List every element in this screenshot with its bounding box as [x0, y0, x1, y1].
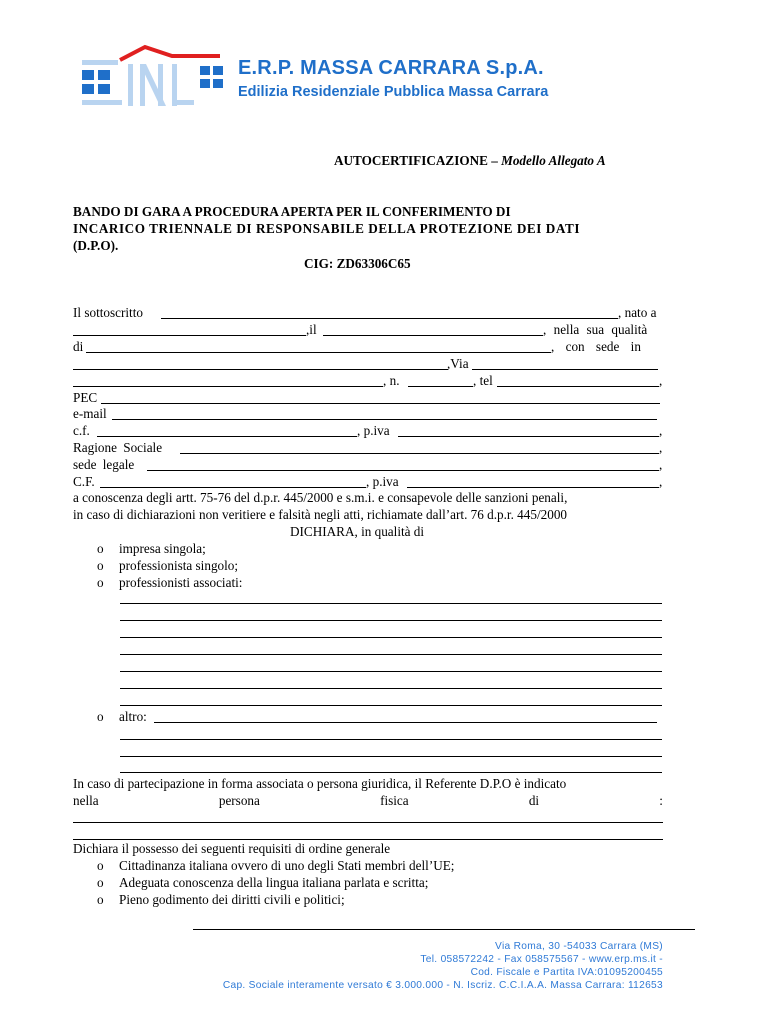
sottoscritto-field[interactable]	[161, 318, 618, 319]
requisito-diritti: Pieno godimento dei diritti civili e politici;	[119, 892, 345, 907]
label-pec: PEC	[73, 390, 98, 405]
label-tel: , tel	[473, 373, 493, 388]
referente-line-1: In caso di partecipazione in forma associata o persona giuridica, il Referente D.P.O è indicato	[73, 776, 567, 791]
piva-field[interactable]	[398, 436, 659, 437]
requisiti-intro: Dichiara il possesso dei seguenti requisiti di ordine generale	[73, 841, 391, 856]
sede-field[interactable]	[73, 369, 448, 370]
cig-code: CIG: ZD63306C65	[304, 256, 411, 271]
bando-line-3: (D.P.O).	[73, 238, 119, 253]
requisito-bullet: o	[97, 875, 104, 890]
option-altro: altro:	[119, 709, 147, 724]
option-bullet[interactable]: o	[97, 709, 104, 724]
comma-sede: ,	[659, 457, 663, 472]
label-sede-legale: sede legale	[73, 457, 135, 472]
label-via: ,Via	[447, 356, 469, 371]
form-subtitle: Modello Allegato A	[501, 153, 606, 168]
via-field[interactable]	[472, 369, 658, 370]
label-con-sede: , con sede in	[551, 339, 641, 354]
piva-2-field[interactable]	[407, 487, 659, 488]
altro-line[interactable]	[120, 772, 662, 773]
comma-piva-2: ,	[659, 474, 663, 489]
bando-line-2: INCARICO TRIENNALE DI RESPONSABILE DELLA PROTEZIONE DEI DATI	[73, 221, 581, 236]
qualita-field[interactable]	[86, 352, 551, 353]
label-qualita: , nella sua qualità	[543, 322, 648, 337]
via-cont-field[interactable]	[73, 386, 383, 387]
word-colon: :	[659, 793, 663, 808]
label-n: , n.	[383, 373, 400, 388]
associati-line[interactable]	[120, 637, 662, 638]
altro-line[interactable]	[120, 756, 662, 757]
word-di: di	[528, 793, 540, 808]
footer-contacts: Tel. 058572242 - Fax 058575567 - www.erp.ms.it -	[420, 954, 663, 965]
requisito-lingua: Adeguata conoscenza della lingua italiana parlata e scritta;	[119, 875, 429, 890]
label-il: ,il	[306, 322, 317, 337]
conoscenza-line-2: in caso di dichiarazioni non veritiere e falsità negli atti, richiamate dall’art. 76 d.p.r. 445/2000	[73, 507, 568, 522]
label-cf-upper: C.F.	[73, 474, 95, 489]
numero-field[interactable]	[408, 386, 473, 387]
email-field[interactable]	[112, 419, 657, 420]
org-subtitle: Edilizia Residenziale Pubblica Massa Carrara	[238, 84, 549, 100]
referente-field[interactable]	[73, 822, 663, 823]
associati-line[interactable]	[120, 620, 662, 621]
associati-line[interactable]	[120, 688, 662, 689]
footer-address: Via Roma, 30 -54033 Carrara (MS)	[495, 941, 663, 952]
form-title-line	[334, 153, 606, 169]
label-piva-2: , p.iva	[366, 474, 399, 489]
company-logo	[80, 42, 230, 112]
label-nato-a: , nato a	[618, 305, 657, 320]
label-email: e-mail	[73, 406, 107, 421]
tel-field[interactable]	[497, 386, 659, 387]
form-dash: –	[491, 153, 498, 168]
label-di: di	[73, 339, 84, 354]
org-name: E.R.P. MASSA CARRARA S.p.A.	[238, 57, 544, 79]
referente-line-2	[73, 793, 663, 809]
word-nella: nella	[73, 793, 99, 808]
option-bullet[interactable]: o	[97, 558, 104, 573]
comma-piva-1: ,	[659, 423, 663, 438]
conoscenza-line-1: a conoscenza degli artt. 75-76 del d.p.r. 445/2000 e s.m.i. e consapevole delle sanzioni penali,	[73, 490, 568, 505]
associati-line[interactable]	[120, 603, 662, 604]
altro-field[interactable]	[154, 722, 657, 723]
pec-field[interactable]	[101, 403, 660, 404]
requisito-bullet: o	[97, 892, 104, 907]
label-cf-lower: c.f.	[73, 423, 90, 438]
nato-a-field[interactable]	[73, 335, 306, 336]
associati-line[interactable]	[120, 705, 662, 706]
associati-line[interactable]	[120, 654, 662, 655]
associati-line[interactable]	[120, 671, 662, 672]
option-impresa-singola: impresa singola;	[119, 541, 206, 556]
word-persona: persona	[218, 793, 260, 808]
form-title: AUTOCERTIFICAZIONE	[334, 153, 488, 168]
footer-divider	[193, 929, 695, 930]
cf-upper-field[interactable]	[100, 487, 366, 488]
requisito-cittadinanza: Cittadinanza italiana ovvero di uno degli Stati membri dell’UE;	[119, 858, 455, 873]
sede-legale-field[interactable]	[147, 470, 659, 471]
label-sottoscritto: Il sottoscritto	[73, 305, 143, 320]
option-professionisti-associati: professionisti associati:	[119, 575, 243, 590]
ragione-sociale-field[interactable]	[180, 453, 659, 454]
requisito-bullet: o	[97, 858, 104, 873]
altro-line[interactable]	[120, 739, 662, 740]
dichiara-heading: DICHIARA, in qualità di	[290, 524, 425, 539]
option-bullet[interactable]: o	[97, 575, 104, 590]
bando-line-1	[73, 204, 663, 220]
word-fisica: fisica	[380, 793, 409, 808]
bando-text-1: BANDO DI GARA A PROCEDURA APERTA PER IL CONFERIMENTO DI	[73, 204, 511, 219]
comma-ragione: ,	[659, 440, 663, 455]
option-professionista-singolo: professionista singolo;	[119, 558, 239, 573]
label-ragione-sociale: Ragione Sociale	[73, 440, 163, 455]
comma-tel: ,	[659, 373, 663, 388]
data-nascita-field[interactable]	[323, 335, 543, 336]
option-bullet[interactable]: o	[97, 541, 104, 556]
referente-field[interactable]	[73, 839, 663, 840]
label-piva-1: , p.iva	[357, 423, 390, 438]
cf-field[interactable]	[97, 436, 357, 437]
footer-capital: Cap. Sociale interamente versato € 3.000.000 - N. Iscriz. C.C.I.A.A. Massa Carrara: 112653	[222, 980, 663, 991]
footer-fiscal: Cod. Fiscale e Partita IVA:01095200455	[470, 967, 663, 978]
